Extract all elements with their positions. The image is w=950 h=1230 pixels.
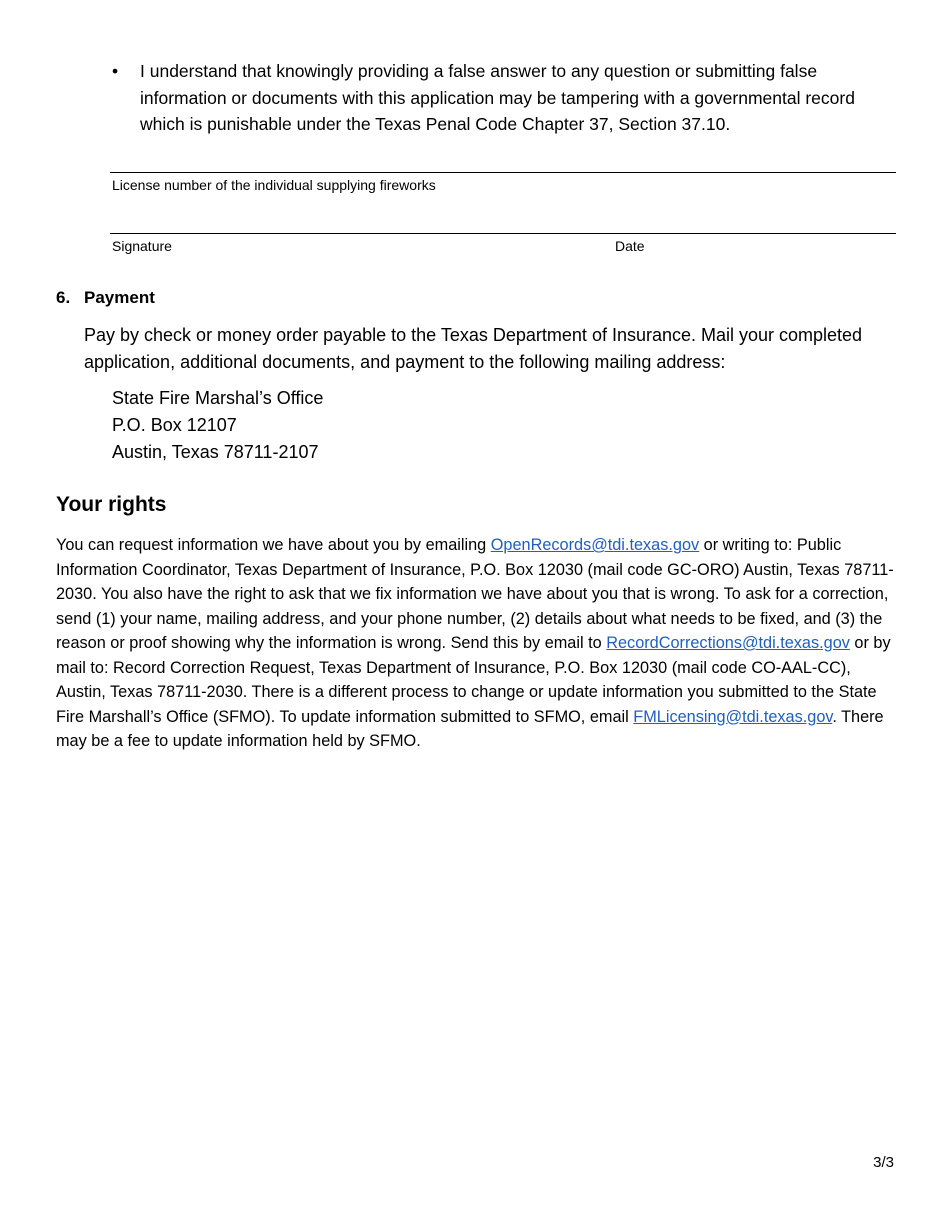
signature-line — [110, 233, 896, 234]
record-corrections-email-link[interactable]: RecordCorrections@tdi.texas.gov — [606, 634, 850, 652]
rights-text: or by mail to: Record Correction Request, Texas Department of Insurance, P.O. Box 12030 (mail code CO-AAL-CC), Austin, Texas 78711-2030. There is a different process to change or update information you submitted to the State Fire Marshall’s Office (SFMO). To update information submitted to SFMO, email — [56, 634, 891, 726]
license-number-line — [110, 172, 896, 173]
open-records-email-link[interactable]: OpenRecords@tdi.texas.gov — [490, 536, 700, 554]
date-label: Date — [615, 238, 645, 254]
address-line: Austin, Texas 78711-2107 — [112, 442, 319, 462]
rights-text: or writing to: Public Information Coordinator, Texas Department of Insurance, P.O. Box 12030 (mail code GC-ORO) Austin, Texas 78711-2030. You also have the right to ask that we fix information we have about you that is wrong. To ask for a correction, send (1) your name, mailing address, and your phone number, (2) details about what needs to be fixed, and (3) the reason or proof showing why the information is wrong. Send this by email to — [56, 536, 894, 652]
license-number-label: License number of the individual supplying fireworks — [112, 177, 436, 193]
address-line: P.O. Box 12107 — [112, 415, 237, 435]
signature-label: Signature — [112, 238, 172, 254]
page-number: 3/3 — [873, 1154, 894, 1171]
address-line: State Fire Marshal’s Office — [112, 388, 324, 408]
payment-instructions: Pay by check or money order payable to the Texas Department of Insurance. Mail your completed application, additional documents, and payment to the following mailing address: — [84, 325, 863, 372]
acknowledgement-bullet — [112, 58, 872, 138]
section-number: 6. — [56, 288, 71, 307]
rights-text: . There may be a fee to update information held by SFMO. — [56, 707, 884, 750]
your-rights-heading: Your rights — [56, 493, 167, 516]
mailing-address — [112, 385, 323, 466]
bullet-marker: • — [112, 61, 119, 81]
rights-text: You can request information we have about you by emailing — [56, 536, 491, 554]
acknowledgement-text: I understand that knowingly providing a false answer to any question or submitting false information or documents with this application may be tampering with a governmental record which is punishable under the Texas Penal Code Chapter 37, Section 37.10. — [140, 61, 855, 134]
your-rights-paragraph — [56, 533, 896, 754]
fm-licensing-email-link[interactable]: FMLicensing@tdi.texas.gov — [633, 707, 833, 726]
payment-heading: Payment — [84, 288, 155, 307]
